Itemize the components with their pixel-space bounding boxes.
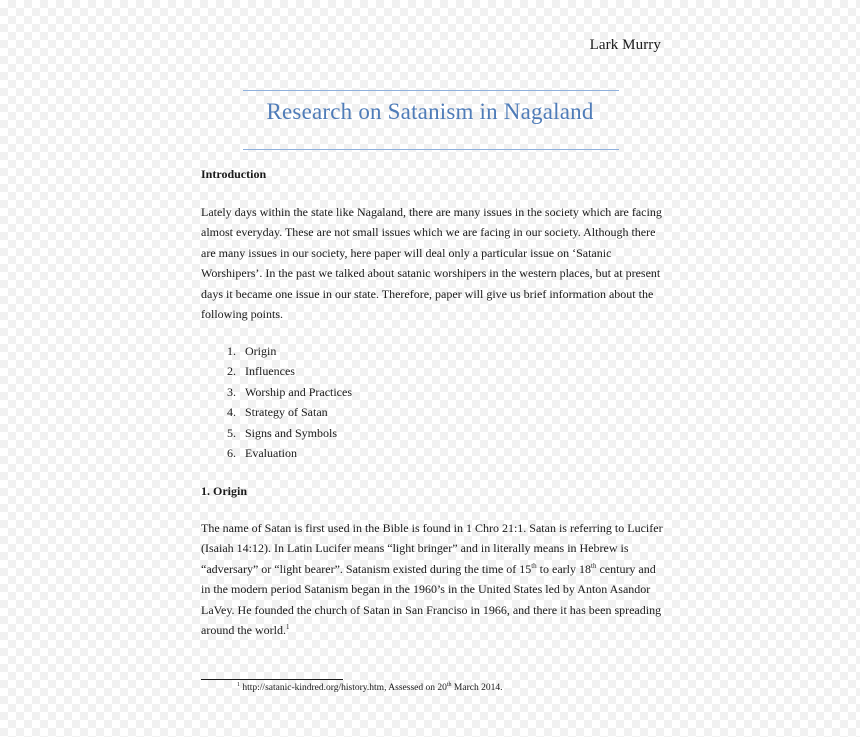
line-text: “adversary” or “light bearer”. Satanism existed during the time of 15 <box>201 561 532 576</box>
list-number: 5. <box>227 425 236 440</box>
paragraph-line: Lately days within the state like Nagaland, there are many issues in the society which are facing <box>201 205 662 219</box>
line-text: to early 18 <box>536 561 591 576</box>
list-text: Strategy of Satan <box>245 405 328 420</box>
list-number: 6. <box>227 445 236 460</box>
list-text: Worship and Practices <box>245 384 353 399</box>
paragraph-line: (Isaiah 14:12). In Latin Lucifer means “light bringer” and in literally means in Hebrew is <box>201 541 629 556</box>
ordinal-suffix: th <box>531 561 537 570</box>
title-rule-top <box>243 90 619 91</box>
paragraph-line: Worshipers’. In the past we talked about satanic worshipers in the western places, but at present <box>201 266 661 281</box>
list-item <box>201 402 352 422</box>
origin-paragraph <box>201 518 661 640</box>
paragraph-line: following points. <box>201 307 284 322</box>
footnote-separator <box>201 679 343 680</box>
list-text: Influences <box>245 364 295 379</box>
line-text: around the world. <box>201 623 286 638</box>
paragraph-line: are many issues in our society, here paper will deal only a particular issue on ‘Satanic <box>201 245 612 260</box>
list-item <box>201 361 352 381</box>
footnote-reference[interactable]: 1 <box>285 623 290 632</box>
origin-heading: 1. Origin <box>201 484 248 498</box>
paragraph-line: The name of Satan is first used in the Bible is found in 1 Chro 21:1. Satan is referring to Lucifer <box>201 521 663 535</box>
title-rule-bottom <box>243 149 619 150</box>
list-number: 2. <box>227 364 236 379</box>
list-number: 4. <box>227 405 236 420</box>
list-number: 3. <box>227 384 236 399</box>
author-name: Lark Murry <box>589 37 661 53</box>
introduction-heading: Introduction <box>201 167 267 181</box>
points-list <box>201 341 352 463</box>
paragraph-line: almost everyday. These are not small issues which we are facing in our society. Although there <box>201 225 656 240</box>
paragraph-line: LaVey. He founded the church of Satan in San Franciso in 1966, and there it has been spreading <box>201 602 662 617</box>
introduction-paragraph <box>201 202 661 324</box>
paragraph-line <box>201 620 661 640</box>
list-item <box>201 382 352 402</box>
footnote-text: http://satanic-kindred.org/history.htm, Assessed on 20 <box>240 683 447 693</box>
footnote <box>237 683 502 693</box>
list-item <box>201 443 352 463</box>
ordinal-suffix: th <box>446 682 452 688</box>
paragraph-line: days it became one issue in our state. Therefore, paper will give us brief information about the <box>201 286 654 301</box>
list-text: Evaluation <box>245 445 297 460</box>
page-title: Research on Satanism in Nagaland <box>266 99 594 124</box>
line-text: century and <box>596 561 656 576</box>
footnote-marker: 1 <box>237 682 240 688</box>
paragraph-line <box>201 559 661 579</box>
list-number: 1. <box>227 344 236 358</box>
footnote-text: March 2014. <box>451 683 503 693</box>
list-item <box>201 341 352 361</box>
list-item <box>201 423 352 443</box>
ordinal-suffix: th <box>591 561 597 570</box>
paragraph-line: in the modern period Satanism began in the 1960’s in the United States led by Anton Asandor <box>201 582 651 597</box>
list-text: Signs and Symbols <box>245 425 338 440</box>
list-text: Origin <box>245 344 277 358</box>
